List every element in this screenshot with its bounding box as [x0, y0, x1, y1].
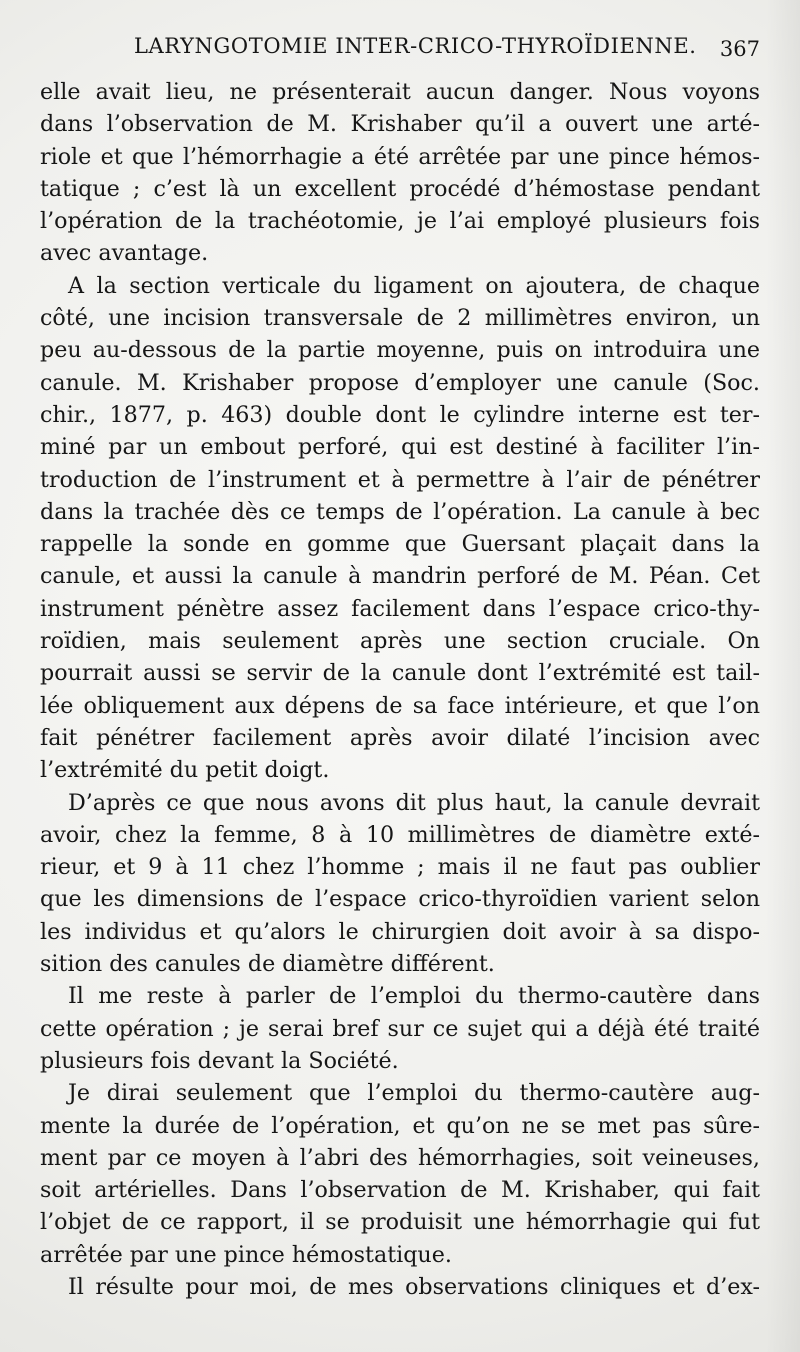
text-line: Il résulte pour moi, de mes observations cliniques et d’ex- [68, 1273, 760, 1300]
text-line: A la section verticale du ligament on ajoutera, de chaque [68, 272, 760, 299]
text-line: les individus et qu’alors le chirurgien doit avoir à sa dispo- [40, 918, 760, 945]
text-line: riole et que l’hémorrhagie a été arrêtée par une pince hémos- [40, 143, 760, 170]
text-line: elle avait lieu, ne présenterait aucun danger. Nous voyons [40, 79, 760, 105]
text-line: canule. M. Krishaber propose d’employer une canule (Soc. [40, 369, 760, 396]
text-line: troduction de l’instrument et à permettre à l’air de pénétrer [40, 466, 760, 493]
text-line: canule, et aussi la canule à mandrin perforé de M. Péan. Cet [40, 563, 760, 590]
text-line: l’objet de ce rapport, il se produisit une hémorrhagie qui fut [40, 1209, 760, 1236]
text-line: miné par un embout perforé, qui est destiné à faciliter l’in- [40, 434, 760, 461]
text-line: l’opération de la trachéotomie, je l’ai employé plusieurs fois [40, 208, 760, 235]
text-line: mente la durée de l’opération, et qu’on ne se met pas sûre- [40, 1112, 760, 1139]
text-line: côté, une incision transversale de 2 millimètres environ, un [40, 305, 760, 332]
body-text [40, 76, 760, 1303]
text-line: pourrait aussi se servir de la canule dont l’extrémité est tail- [40, 660, 760, 687]
text-line: roïdien, mais seulement après une section cruciale. On [40, 628, 760, 655]
text-line: rappelle la sonde en gomme que Guersant plaçait dans la [40, 531, 760, 558]
text-line: Il me reste à parler de l’emploi du thermo-cautère dans [68, 983, 760, 1010]
text-line: avec avantage. [40, 240, 209, 267]
text-line: Je dirai seulement que l’emploi du thermo-cautère aug- [68, 1080, 760, 1107]
text-line: cette opération ; je serai bref sur ce sujet qui a déjà été traité [40, 1015, 760, 1042]
text-line: avoir, chez la femme, 8 à 10 millimètres de diamètre exté- [40, 821, 760, 848]
page-edge-shadow [766, 0, 800, 1352]
text-line: peu au-dessous de la partie moyenne, puis on introduira une [40, 337, 760, 364]
text-line: l’extrémité du petit doigt. [40, 757, 330, 784]
running-title: LARYNGOTOMIE INTER-CRICO-THYROÏDIENNE. [134, 34, 697, 58]
text-line: rieur, et 9 à 11 chez l’homme ; mais il ne faut pas oublier [40, 854, 760, 881]
text-line: ment par ce moyen à l’abri des hémorrhagies, soit veineuses, [40, 1144, 760, 1171]
text-line: fait pénétrer facilement après avoir dilaté l’incision avec [40, 724, 760, 751]
text-line: que les dimensions de l’espace crico-thyroïdien varient selon [40, 886, 760, 913]
page-number: 367 [719, 37, 760, 61]
text-line: soit artérielles. Dans l’observation de M. Krishaber, qui fait [40, 1177, 760, 1204]
text-line: dans l’observation de M. Krishaber qu’il a ouvert une arté- [40, 111, 760, 138]
text-line: lée obliquement aux dépens de sa face intérieure, et que l’on [40, 692, 760, 719]
text-line: tatique ; c’est là un excellent procédé d’hémostase pendant [40, 175, 760, 202]
page-header [130, 34, 760, 66]
text-line: instrument pénètre assez facilement dans l’espace crico-thy- [40, 595, 760, 622]
text-line: plusieurs fois devant la Société. [40, 1047, 399, 1074]
text-line: chir., 1877, p. 463) double dont le cylindre interne est ter- [40, 401, 760, 428]
text-line: dans la trachée dès ce temps de l’opération. La canule à bec [40, 498, 760, 525]
text-line: D’après ce que nous avons dit plus haut, la canule devrait [68, 789, 760, 816]
text-line: arrêtée par une pince hémostatique. [40, 1241, 452, 1268]
text-line: sition des canules de diamètre différent. [40, 951, 495, 978]
